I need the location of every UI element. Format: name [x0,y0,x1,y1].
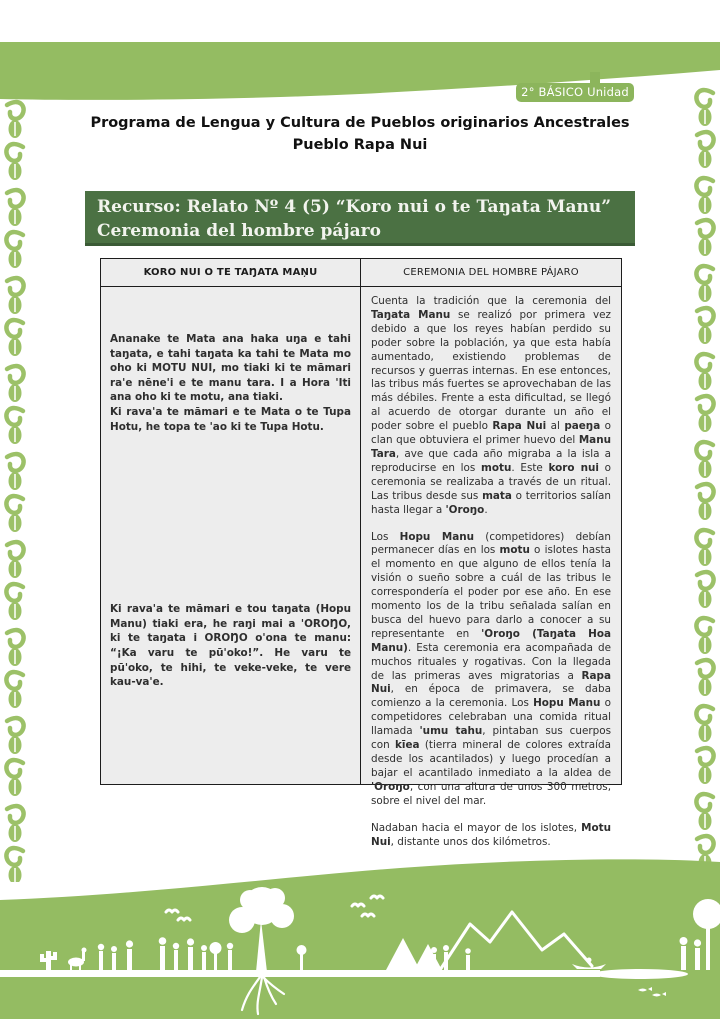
resource-banner [85,191,635,246]
spanish-cell [361,287,621,848]
page-title-line2: Pueblo Rapa Nui [292,137,428,153]
bilingual-table [100,258,622,848]
page-title-line1: Programa de Lengua y Cultura de Pueblos originarios Ancestrales [90,115,630,131]
banner-line2: Ceremonia del hombre pájaro [97,221,381,241]
spanish-paragraph: Los Hopu Manu (competidores) debían permanecer días en los motu o islotes hasta el momento en que alguno de ellos tenía la visión o sueño sobre a cuál de las tribus le correspondería el poder por ese año. En ese momento los de la tribu señalada salían en busca del huevo para darlo a conocer a su representante en 'Oroŋo (Taŋata Hoa Manu). Esta ceremonia era acompañada de muchos rituales y rogativas. Con la llegada de las primeras aves migratorias a Rapa Nui, en época de primavera, se daba comienzo a la ceremonia. Los Hopu Manu o competidores celebraban una comida ritual llamada 'umu tahu, pintaban sus cuerpos con kīea (tierra mineral de colores extraída desde los acantilados) y luego procedían a bajar el acantilado inmediato a la aldea de 'Oroŋo, con una altura de unos 300 metros, sobre el nivel del mar. [371,530,612,807]
table-header-row [101,259,621,287]
rapanui-cell [101,287,361,784]
footer-illustration [0,854,720,1019]
spanish-paragraph: Nadaban hacia el mayor de los islotes, Motu Nui, distante unos dos kilómetros. [371,821,611,848]
table-header-spanish: CEREMONIA DEL HOMBRE PÁJARO [361,259,621,286]
unit-badge: 2° BÁSICO Unidad 2 [516,83,634,102]
banner-line1: Recurso: Relato Nº 4 (5) “Koro nui o te Taŋata Manu” [97,197,611,217]
table-body-row [101,287,621,848]
spanish-paragraph: Cuenta la tradición que la ceremonia del Taŋata Manu se realizó por primera vez debido a que los reyes habían perdido su poder sobre la población, ya que esta había aumentado, existiendo problemas de recursos y guerras internas. En ese entonces, las tribus más fuertes se aprovechaban de las más débiles. Frente a esta dificultad, se llegó al acuerdo de otorgar durante un año el poder sobre el pueblo Rapa Nui al paeŋa o clan que obtuviera el primer huevo del Manu Tara, ave que cada año migraba a la isla a reproducirse en los motu. Este koro nui o ceremonia se realizaba a través de un ritual. Las tribus desde sus mata o territorios salían hasta llegar a 'Oroŋo. [371,295,611,516]
table-header-rapanui: KORO NUI O TE TAŊATA MAŅU [101,259,361,286]
koru-border-right-icon [692,84,718,882]
koru-border-left-icon [2,96,28,882]
page-title [85,112,635,156]
rapanui-paragraph: Ki rava'a te māmari e tou taŋata (Hopu Manu) tiaki era, he raŋi mai a 'OROŊO, ki te taŋata i OROŊO o'ona te manu: “¡Ka varu te pū'oko!”. He varu te pū'oko, te hihi, te veke-veke, te vere kau-va'e. [110,603,351,689]
rapanui-paragraph: Ananake te Mata ana haka uŋa e tahi taŋata, e tahi taŋata ka tahi te Mata mo oho ki MOTU NUI, mo tiaki ki te māmari ra'e nēne'i e te manu tara. I a Hora 'Iti ana oho ki te motu, ana tiaki. Ki rava'a te māmari e te Mata o te Tupa Hotu, he topa te 'ao ki te Tupa Hotu. [110,333,351,433]
